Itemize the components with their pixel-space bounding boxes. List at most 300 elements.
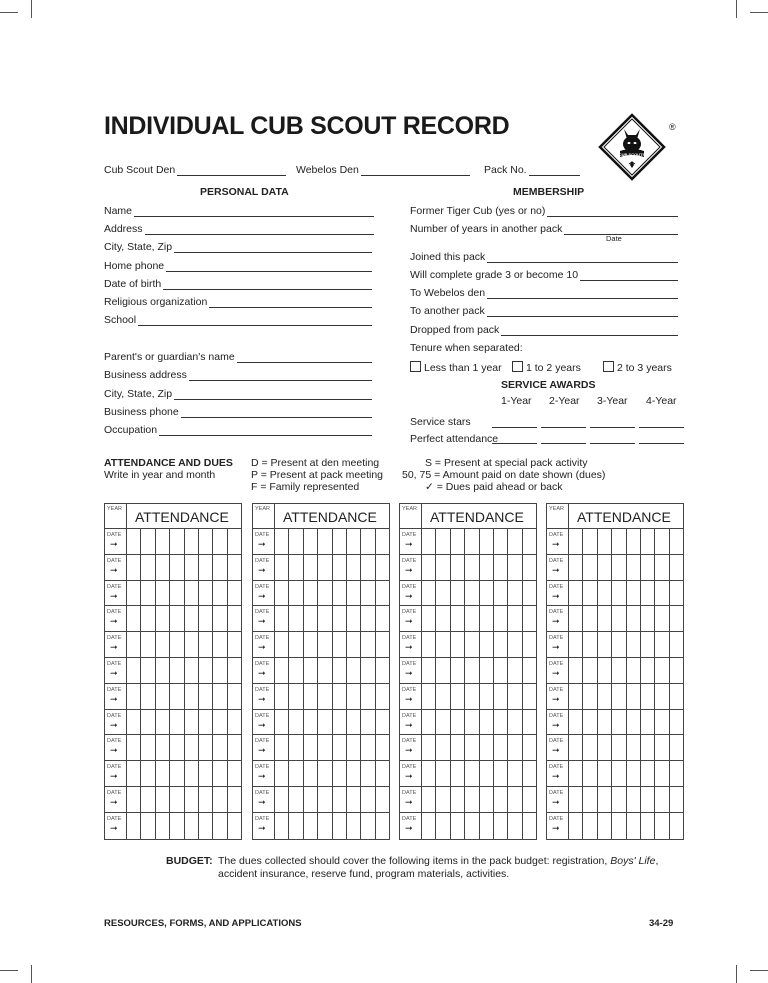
attendance-cell[interactable]: [627, 529, 641, 554]
attendance-cell[interactable]: [598, 710, 612, 735]
attendance-cell[interactable]: [523, 606, 536, 631]
service-stars-2-year[interactable]: [541, 427, 586, 428]
attendance-cell[interactable]: [508, 632, 522, 657]
date-cell[interactable]: [253, 710, 275, 735]
pack-no-field[interactable]: Pack No.: [484, 164, 580, 176]
attendance-cell[interactable]: [598, 529, 612, 554]
guardian-name-field[interactable]: Parent's or guardian's name: [104, 351, 372, 363]
attendance-cell[interactable]: [170, 684, 184, 709]
attendance-cell[interactable]: [627, 555, 641, 580]
attendance-cell[interactable]: [318, 581, 332, 606]
attendance-cell[interactable]: [508, 787, 522, 812]
attendance-cell[interactable]: [127, 813, 141, 839]
attendance-cell[interactable]: [465, 658, 479, 683]
attendance-cell[interactable]: [598, 735, 612, 760]
date-cell[interactable]: [547, 658, 569, 683]
attendance-cell[interactable]: [333, 606, 347, 631]
attendance-cell[interactable]: [523, 761, 536, 786]
attendance-cell[interactable]: [376, 787, 389, 812]
date-cell[interactable]: [400, 813, 422, 839]
attendance-cell[interactable]: [127, 581, 141, 606]
attendance-cell[interactable]: [569, 710, 583, 735]
joined-pack-field[interactable]: Joined this pack: [410, 251, 678, 263]
attendance-cell[interactable]: [598, 555, 612, 580]
date-cell[interactable]: [253, 632, 275, 657]
attendance-cell[interactable]: [523, 632, 536, 657]
attendance-cell[interactable]: [583, 735, 597, 760]
attendance-cell[interactable]: [347, 632, 361, 657]
attendance-cell[interactable]: [465, 761, 479, 786]
attendance-cell[interactable]: [199, 735, 213, 760]
attendance-cell[interactable]: [127, 658, 141, 683]
attendance-cell[interactable]: [508, 529, 522, 554]
attendance-cell[interactable]: [422, 658, 436, 683]
attendance-cell[interactable]: [465, 632, 479, 657]
attendance-cell[interactable]: [598, 632, 612, 657]
attendance-cell[interactable]: [436, 529, 450, 554]
attendance-cell[interactable]: [304, 761, 318, 786]
attendance-cell[interactable]: [170, 581, 184, 606]
attendance-cell[interactable]: [228, 581, 241, 606]
attendance-cell[interactable]: [569, 606, 583, 631]
attendance-cell[interactable]: [494, 581, 508, 606]
attendance-cell[interactable]: [436, 787, 450, 812]
attendance-cell[interactable]: [318, 555, 332, 580]
attendance-cell[interactable]: [156, 632, 170, 657]
attendance-cell[interactable]: [598, 658, 612, 683]
attendance-cell[interactable]: [508, 761, 522, 786]
date-cell[interactable]: [105, 529, 127, 554]
attendance-cell[interactable]: [347, 710, 361, 735]
attendance-cell[interactable]: [304, 735, 318, 760]
date-cell[interactable]: [547, 735, 569, 760]
attendance-cell[interactable]: [598, 813, 612, 839]
attendance-cell[interactable]: [304, 813, 318, 839]
attendance-cell[interactable]: [289, 606, 303, 631]
attendance-cell[interactable]: [127, 529, 141, 554]
attendance-cell[interactable]: [451, 529, 465, 554]
attendance-cell[interactable]: [480, 787, 494, 812]
date-cell[interactable]: [105, 761, 127, 786]
date-cell[interactable]: [105, 813, 127, 839]
attendance-cell[interactable]: [655, 684, 669, 709]
attendance-cell[interactable]: [641, 710, 655, 735]
attendance-cell[interactable]: [655, 710, 669, 735]
attendance-cell[interactable]: [569, 555, 583, 580]
attendance-cell[interactable]: [199, 529, 213, 554]
attendance-cell[interactable]: [583, 684, 597, 709]
attendance-cell[interactable]: [347, 684, 361, 709]
attendance-cell[interactable]: [304, 632, 318, 657]
attendance-cell[interactable]: [670, 787, 683, 812]
attendance-cell[interactable]: [304, 658, 318, 683]
attendance-cell[interactable]: [228, 606, 241, 631]
attendance-cell[interactable]: [170, 555, 184, 580]
attendance-cell[interactable]: [213, 735, 227, 760]
attendance-cell[interactable]: [141, 787, 155, 812]
date-cell[interactable]: [253, 813, 275, 839]
attendance-cell[interactable]: [318, 761, 332, 786]
attendance-cell[interactable]: [185, 787, 199, 812]
attendance-cell[interactable]: [275, 581, 289, 606]
attendance-cell[interactable]: [376, 581, 389, 606]
date-cell[interactable]: [253, 555, 275, 580]
name-field[interactable]: Name: [104, 205, 374, 217]
attendance-cell[interactable]: [422, 787, 436, 812]
date-cell[interactable]: [547, 606, 569, 631]
attendance-cell[interactable]: [655, 632, 669, 657]
business-address-field[interactable]: Business address: [104, 369, 372, 381]
attendance-cell[interactable]: [494, 710, 508, 735]
attendance-cell[interactable]: [598, 684, 612, 709]
attendance-cell[interactable]: [465, 606, 479, 631]
attendance-cell[interactable]: [185, 710, 199, 735]
date-cell[interactable]: [400, 606, 422, 631]
attendance-cell[interactable]: [523, 813, 536, 839]
attendance-cell[interactable]: [141, 710, 155, 735]
attendance-cell[interactable]: [333, 658, 347, 683]
attendance-cell[interactable]: [361, 787, 375, 812]
date-cell[interactable]: [547, 581, 569, 606]
attendance-cell[interactable]: [480, 710, 494, 735]
attendance-cell[interactable]: [494, 555, 508, 580]
attendance-cell[interactable]: [569, 735, 583, 760]
attendance-cell[interactable]: [641, 684, 655, 709]
date-cell[interactable]: [547, 710, 569, 735]
date-cell[interactable]: [547, 632, 569, 657]
attendance-cell[interactable]: [494, 735, 508, 760]
date-cell[interactable]: [253, 684, 275, 709]
attendance-cell[interactable]: [655, 658, 669, 683]
attendance-cell[interactable]: [185, 658, 199, 683]
attendance-cell[interactable]: [465, 555, 479, 580]
attendance-cell[interactable]: [451, 606, 465, 631]
year-cell[interactable]: [547, 504, 569, 528]
cub-scout-den-field[interactable]: Cub Scout Den: [104, 164, 286, 176]
attendance-cell[interactable]: [670, 529, 683, 554]
attendance-cell[interactable]: [422, 529, 436, 554]
attendance-cell[interactable]: [304, 555, 318, 580]
attendance-cell[interactable]: [156, 710, 170, 735]
attendance-cell[interactable]: [289, 529, 303, 554]
attendance-cell[interactable]: [185, 606, 199, 631]
attendance-cell[interactable]: [436, 813, 450, 839]
attendance-cell[interactable]: [494, 632, 508, 657]
attendance-cell[interactable]: [583, 555, 597, 580]
attendance-cell[interactable]: [569, 632, 583, 657]
attendance-cell[interactable]: [627, 787, 641, 812]
attendance-cell[interactable]: [583, 710, 597, 735]
webelos-den-field[interactable]: Webelos Den: [296, 164, 470, 176]
attendance-cell[interactable]: [156, 761, 170, 786]
attendance-cell[interactable]: [156, 529, 170, 554]
attendance-cell[interactable]: [333, 735, 347, 760]
attendance-cell[interactable]: [141, 581, 155, 606]
attendance-cell[interactable]: [655, 787, 669, 812]
attendance-cell[interactable]: [422, 684, 436, 709]
attendance-cell[interactable]: [569, 581, 583, 606]
attendance-cell[interactable]: [494, 529, 508, 554]
attendance-cell[interactable]: [318, 606, 332, 631]
attendance-cell[interactable]: [347, 581, 361, 606]
date-cell[interactable]: [253, 606, 275, 631]
attendance-cell[interactable]: [670, 813, 683, 839]
attendance-cell[interactable]: [480, 735, 494, 760]
attendance-cell[interactable]: [170, 632, 184, 657]
date-cell[interactable]: [400, 735, 422, 760]
attendance-cell[interactable]: [304, 684, 318, 709]
attendance-cell[interactable]: [376, 658, 389, 683]
date-cell[interactable]: [105, 658, 127, 683]
attendance-cell[interactable]: [347, 735, 361, 760]
guardian-city-state-zip-field[interactable]: City, State, Zip: [104, 388, 372, 400]
city-state-zip-field[interactable]: City, State, Zip: [104, 241, 372, 253]
attendance-cell[interactable]: [480, 761, 494, 786]
attendance-cell[interactable]: [170, 710, 184, 735]
attendance-cell[interactable]: [199, 684, 213, 709]
attendance-cell[interactable]: [289, 787, 303, 812]
attendance-cell[interactable]: [598, 787, 612, 812]
date-cell[interactable]: [253, 581, 275, 606]
attendance-cell[interactable]: [569, 658, 583, 683]
attendance-cell[interactable]: [422, 555, 436, 580]
attendance-cell[interactable]: [612, 632, 626, 657]
year-cell[interactable]: [105, 504, 127, 528]
date-cell[interactable]: [400, 684, 422, 709]
attendance-cell[interactable]: [670, 606, 683, 631]
attendance-cell[interactable]: [213, 632, 227, 657]
attendance-cell[interactable]: [289, 581, 303, 606]
attendance-cell[interactable]: [318, 787, 332, 812]
complete-grade-3-field[interactable]: Will complete grade 3 or become 10: [410, 269, 678, 281]
attendance-cell[interactable]: [480, 632, 494, 657]
attendance-cell[interactable]: [655, 813, 669, 839]
attendance-cell[interactable]: [569, 813, 583, 839]
attendance-cell[interactable]: [508, 581, 522, 606]
attendance-cell[interactable]: [141, 813, 155, 839]
attendance-cell[interactable]: [670, 581, 683, 606]
attendance-cell[interactable]: [627, 710, 641, 735]
attendance-cell[interactable]: [641, 529, 655, 554]
attendance-cell[interactable]: [361, 555, 375, 580]
attendance-cell[interactable]: [127, 684, 141, 709]
attendance-cell[interactable]: [127, 787, 141, 812]
attendance-cell[interactable]: [436, 658, 450, 683]
attendance-cell[interactable]: [569, 787, 583, 812]
attendance-cell[interactable]: [451, 761, 465, 786]
religious-organization-field[interactable]: Religious organization: [104, 296, 372, 308]
attendance-cell[interactable]: [304, 710, 318, 735]
attendance-cell[interactable]: [185, 761, 199, 786]
attendance-cell[interactable]: [289, 555, 303, 580]
attendance-cell[interactable]: [199, 658, 213, 683]
attendance-cell[interactable]: [156, 813, 170, 839]
attendance-cell[interactable]: [670, 555, 683, 580]
attendance-cell[interactable]: [451, 555, 465, 580]
attendance-cell[interactable]: [376, 684, 389, 709]
attendance-cell[interactable]: [494, 813, 508, 839]
attendance-cell[interactable]: [451, 658, 465, 683]
attendance-cell[interactable]: [275, 632, 289, 657]
attendance-cell[interactable]: [451, 632, 465, 657]
attendance-cell[interactable]: [655, 529, 669, 554]
attendance-cell[interactable]: [508, 606, 522, 631]
attendance-cell[interactable]: [627, 658, 641, 683]
attendance-cell[interactable]: [494, 684, 508, 709]
attendance-cell[interactable]: [127, 710, 141, 735]
attendance-cell[interactable]: [451, 735, 465, 760]
attendance-cell[interactable]: [213, 581, 227, 606]
year-cell[interactable]: [400, 504, 422, 528]
attendance-cell[interactable]: [641, 606, 655, 631]
date-of-birth-field[interactable]: Date of birth: [104, 278, 372, 290]
attendance-cell[interactable]: [627, 581, 641, 606]
attendance-cell[interactable]: [361, 606, 375, 631]
date-cell[interactable]: [105, 735, 127, 760]
date-cell[interactable]: [400, 658, 422, 683]
attendance-cell[interactable]: [141, 761, 155, 786]
attendance-cell[interactable]: [422, 710, 436, 735]
attendance-cell[interactable]: [127, 555, 141, 580]
date-cell[interactable]: [400, 632, 422, 657]
attendance-cell[interactable]: [655, 735, 669, 760]
attendance-cell[interactable]: [199, 555, 213, 580]
attendance-cell[interactable]: [213, 684, 227, 709]
attendance-cell[interactable]: [199, 710, 213, 735]
attendance-cell[interactable]: [641, 735, 655, 760]
attendance-cell[interactable]: [213, 761, 227, 786]
attendance-cell[interactable]: [333, 813, 347, 839]
attendance-cell[interactable]: [376, 761, 389, 786]
attendance-cell[interactable]: [361, 658, 375, 683]
attendance-cell[interactable]: [127, 761, 141, 786]
attendance-cell[interactable]: [583, 529, 597, 554]
attendance-cell[interactable]: [228, 529, 241, 554]
attendance-cell[interactable]: [304, 529, 318, 554]
attendance-cell[interactable]: [670, 632, 683, 657]
perfect-attendance-4-year[interactable]: [639, 443, 684, 444]
attendance-cell[interactable]: [304, 606, 318, 631]
attendance-cell[interactable]: [436, 606, 450, 631]
attendance-cell[interactable]: [318, 658, 332, 683]
attendance-cell[interactable]: [347, 555, 361, 580]
attendance-cell[interactable]: [451, 581, 465, 606]
attendance-cell[interactable]: [275, 761, 289, 786]
date-cell[interactable]: [400, 787, 422, 812]
attendance-cell[interactable]: [347, 658, 361, 683]
attendance-cell[interactable]: [627, 606, 641, 631]
checkbox[interactable]: [512, 361, 523, 372]
attendance-cell[interactable]: [275, 735, 289, 760]
attendance-cell[interactable]: [670, 658, 683, 683]
attendance-cell[interactable]: [612, 787, 626, 812]
attendance-cell[interactable]: [494, 606, 508, 631]
attendance-cell[interactable]: [170, 761, 184, 786]
attendance-cell[interactable]: [333, 761, 347, 786]
attendance-cell[interactable]: [228, 761, 241, 786]
attendance-cell[interactable]: [436, 632, 450, 657]
attendance-cell[interactable]: [465, 787, 479, 812]
attendance-cell[interactable]: [436, 710, 450, 735]
attendance-cell[interactable]: [289, 813, 303, 839]
attendance-cell[interactable]: [275, 684, 289, 709]
attendance-cell[interactable]: [185, 735, 199, 760]
home-phone-field[interactable]: Home phone: [104, 260, 372, 272]
attendance-cell[interactable]: [141, 658, 155, 683]
date-cell[interactable]: [105, 632, 127, 657]
attendance-cell[interactable]: [598, 581, 612, 606]
attendance-cell[interactable]: [627, 813, 641, 839]
attendance-cell[interactable]: [508, 735, 522, 760]
attendance-cell[interactable]: [612, 813, 626, 839]
attendance-cell[interactable]: [422, 632, 436, 657]
tenure-option-less-than-1[interactable]: Less than 1 year: [410, 361, 502, 374]
attendance-cell[interactable]: [670, 761, 683, 786]
attendance-cell[interactable]: [480, 581, 494, 606]
date-cell[interactable]: [105, 555, 127, 580]
attendance-cell[interactable]: [436, 735, 450, 760]
date-cell[interactable]: [547, 529, 569, 554]
to-webelos-den-field[interactable]: To Webelos den: [410, 287, 678, 299]
attendance-cell[interactable]: [275, 710, 289, 735]
attendance-cell[interactable]: [228, 684, 241, 709]
attendance-cell[interactable]: [465, 684, 479, 709]
date-cell[interactable]: [547, 555, 569, 580]
attendance-cell[interactable]: [228, 735, 241, 760]
attendance-cell[interactable]: [185, 684, 199, 709]
attendance-cell[interactable]: [361, 735, 375, 760]
attendance-cell[interactable]: [318, 529, 332, 554]
attendance-cell[interactable]: [156, 684, 170, 709]
years-other-pack-field[interactable]: Number of years in another pack: [410, 223, 678, 235]
attendance-cell[interactable]: [641, 581, 655, 606]
attendance-cell[interactable]: [213, 787, 227, 812]
attendance-cell[interactable]: [422, 813, 436, 839]
attendance-cell[interactable]: [670, 735, 683, 760]
attendance-cell[interactable]: [333, 632, 347, 657]
attendance-cell[interactable]: [156, 606, 170, 631]
attendance-cell[interactable]: [583, 606, 597, 631]
attendance-cell[interactable]: [376, 529, 389, 554]
attendance-cell[interactable]: [508, 813, 522, 839]
date-cell[interactable]: [400, 555, 422, 580]
attendance-cell[interactable]: [275, 555, 289, 580]
attendance-cell[interactable]: [304, 581, 318, 606]
tenure-option-1-to-2[interactable]: 1 to 2 years: [512, 361, 581, 374]
date-cell[interactable]: [253, 787, 275, 812]
date-cell[interactable]: [253, 529, 275, 554]
attendance-cell[interactable]: [156, 735, 170, 760]
attendance-cell[interactable]: [612, 658, 626, 683]
attendance-cell[interactable]: [422, 606, 436, 631]
tenure-option-2-to-3[interactable]: 2 to 3 years: [603, 361, 672, 374]
attendance-cell[interactable]: [289, 735, 303, 760]
attendance-cell[interactable]: [465, 735, 479, 760]
attendance-cell[interactable]: [422, 761, 436, 786]
attendance-cell[interactable]: [141, 632, 155, 657]
attendance-cell[interactable]: [523, 658, 536, 683]
attendance-cell[interactable]: [361, 761, 375, 786]
perfect-attendance-2-year[interactable]: [541, 443, 586, 444]
service-stars-1-year[interactable]: [492, 427, 537, 428]
attendance-cell[interactable]: [318, 710, 332, 735]
attendance-cell[interactable]: [655, 555, 669, 580]
attendance-cell[interactable]: [318, 735, 332, 760]
attendance-cell[interactable]: [598, 761, 612, 786]
attendance-cell[interactable]: [347, 813, 361, 839]
date-cell[interactable]: [547, 684, 569, 709]
attendance-cell[interactable]: [641, 787, 655, 812]
